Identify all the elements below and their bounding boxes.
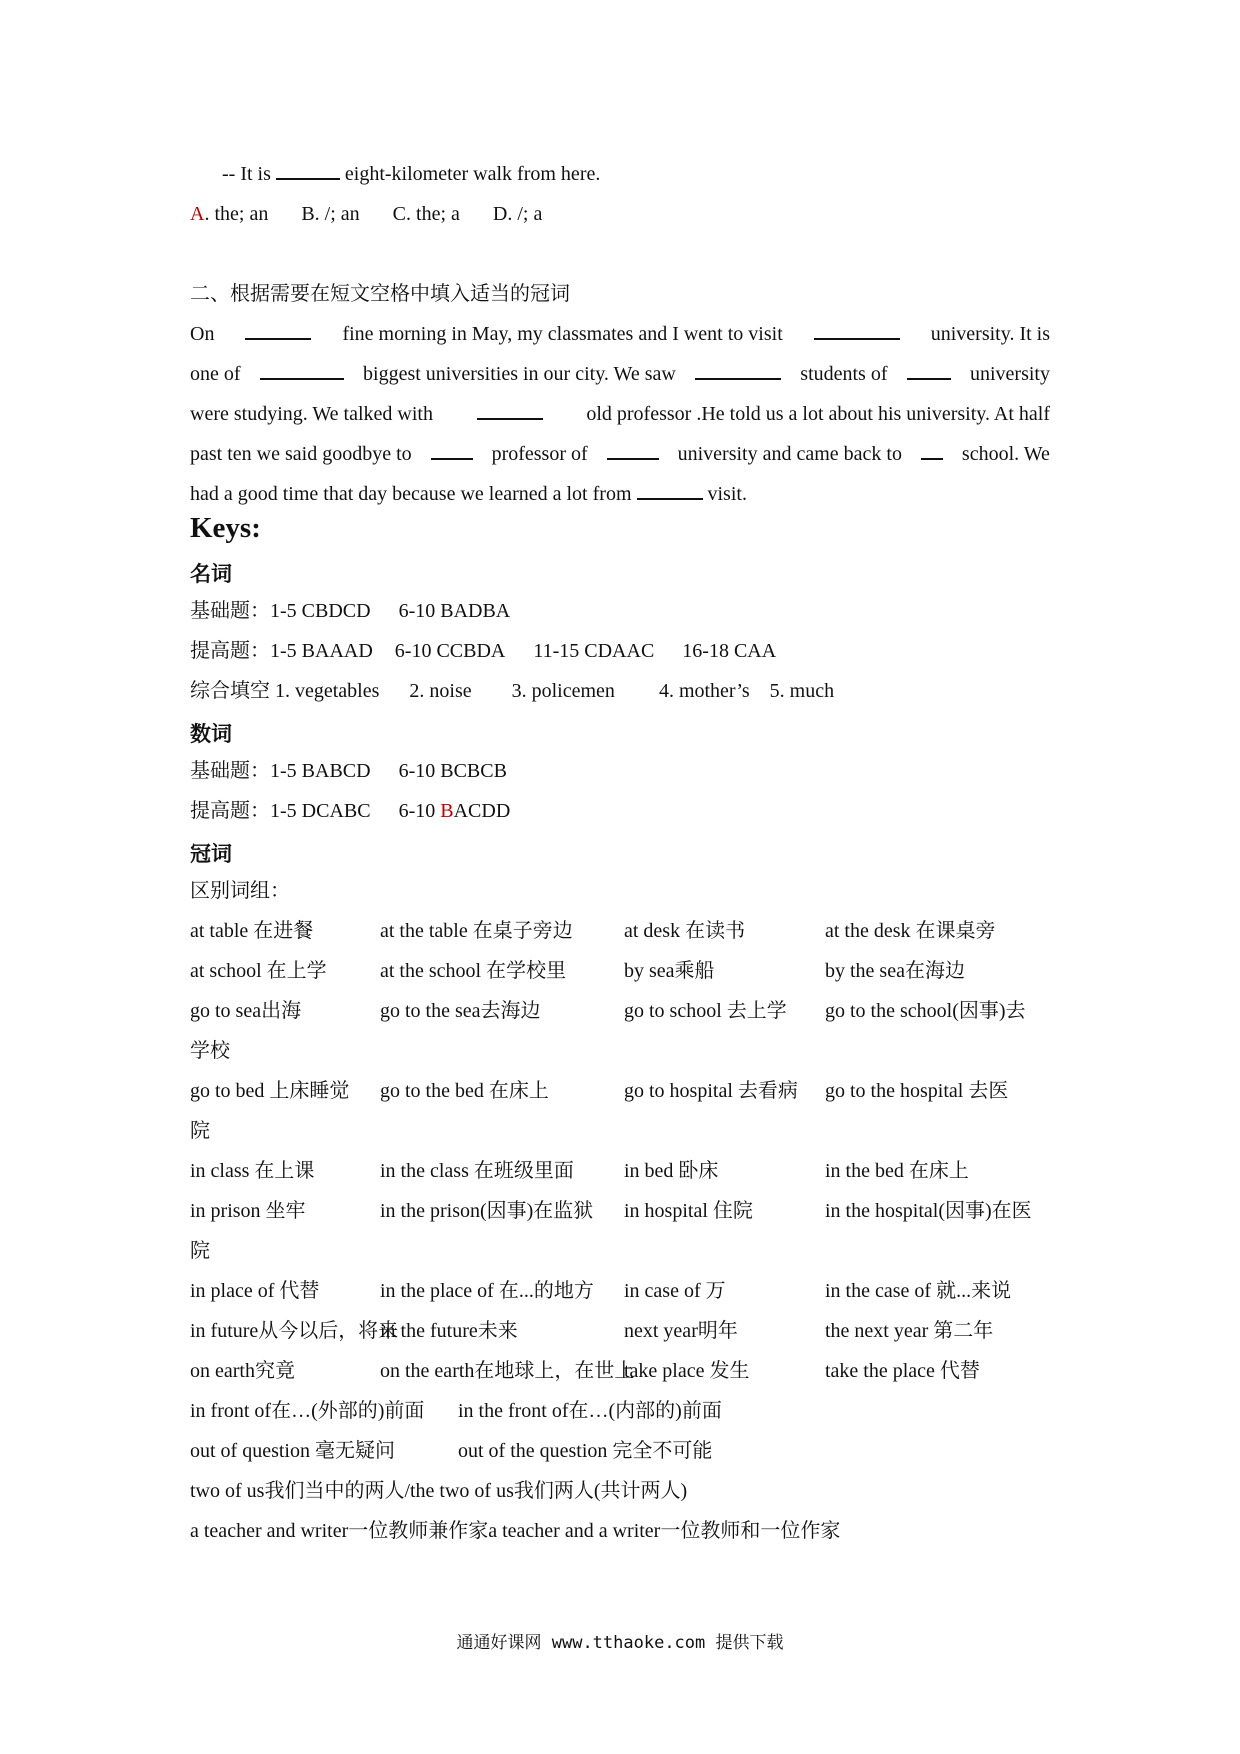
article-phrase: two of us我们当中的两人/the two of us我们两人(共计两人) — [190, 1480, 688, 1502]
article-phrase: 院 — [190, 1120, 210, 1142]
noun-heading: 名词 — [190, 562, 232, 586]
article-phrase: in bed 卧床 — [624, 1160, 719, 1182]
article-phrase: go to bed 上床睡觉 — [190, 1080, 350, 1102]
noun-fill: 综合填空 1. vegetables 2. noise 3. policemen 4. mother’s 5. much — [190, 680, 835, 702]
article-phrase: in the prison(因事)在监狱 — [380, 1200, 594, 1222]
question-options: A. the; an B. /; an C. the; a D. /; a — [190, 203, 543, 225]
article-subheading: 区别词组： — [190, 880, 290, 902]
section2-title: 二、根据需要在短文空格中填入适当的冠词 — [190, 283, 570, 305]
article-phrase: out of question 毫无疑问 — [190, 1440, 395, 1462]
article-phrase: in the front of在…(内部的)前面 — [458, 1400, 722, 1422]
article-phrase: take the place 代替 — [825, 1360, 980, 1382]
article-phrase: in front of在…(外部的)前面 — [190, 1400, 425, 1422]
article-heading: 冠词 — [190, 842, 232, 866]
article-phrase: the next year 第二年 — [825, 1320, 994, 1342]
keys-title: Keys: — [190, 512, 261, 544]
footer: 通通好课网 www.tthaoke.com 提供下载 — [456, 1633, 784, 1653]
noun-advanced: 提高题：1-5 BAAAD 6-10 CCBDA 11-15 CDAAC 16-18 CAA — [190, 640, 777, 662]
article-phrase: in class 在上课 — [190, 1160, 315, 1182]
article-phrase: by sea乘船 — [624, 960, 715, 982]
article-phrase: take place 发生 — [624, 1360, 750, 1382]
article-phrase: go to the sea去海边 — [380, 1000, 541, 1022]
article-phrase: 院 — [190, 1240, 210, 1262]
numeral-heading: 数词 — [190, 722, 232, 746]
article-phrase: out of the question 完全不可能 — [458, 1440, 713, 1462]
passage-line-1: On fine morning in May, my classmates and I went to visit university. It is — [190, 320, 1050, 348]
passage-line-4: past ten we said goodbye to professor of university and came back to school. We — [190, 440, 1050, 468]
numeral-basic: 基础题：1-5 BABCD 6-10 BCBCB — [190, 760, 507, 782]
article-phrase: at the table 在桌子旁边 — [380, 920, 573, 942]
question-stem: -- It is eight-kilometer walk from here. — [222, 160, 600, 188]
numeral-advanced: 提高题：1-5 DCABC 6-10 BACDD — [190, 800, 511, 822]
passage-line-3: were studying. We talked with old professor .He told us a lot about his university. At half — [190, 400, 1050, 428]
passage-line-2: one of biggest universities in our city. We saw students of university — [190, 360, 1050, 388]
article-phrase: at table 在进餐 — [190, 920, 314, 942]
article-phrase: in the bed 在床上 — [825, 1160, 969, 1182]
article-phrase: at school 在上学 — [190, 960, 327, 982]
article-phrase: on earth究竟 — [190, 1360, 295, 1382]
article-phrase: next year明年 — [624, 1320, 738, 1342]
article-phrase: in prison 坐牢 — [190, 1200, 306, 1222]
article-phrase: on the earth在地球上，在世上 — [380, 1360, 635, 1382]
article-phrase: at the desk 在课桌旁 — [825, 920, 996, 942]
article-phrase: 学校 — [190, 1040, 230, 1062]
article-phrase: go to the bed 在床上 — [380, 1080, 549, 1102]
article-phrase: go to hospital 去看病 — [624, 1080, 798, 1102]
article-phrase: in hospital 住院 — [624, 1200, 753, 1222]
noun-basic: 基础题：1-5 CBDCD 6-10 BADBA — [190, 600, 511, 622]
article-phrase: in the future未来 — [380, 1320, 518, 1342]
article-phrase: in the place of 在...的地方 — [380, 1280, 594, 1302]
article-phrase: in the case of 就...来说 — [825, 1280, 1012, 1302]
article-phrase: in the class 在班级里面 — [380, 1160, 574, 1182]
article-phrase: in place of 代替 — [190, 1280, 320, 1302]
article-phrase: a teacher and writer一位教师兼作家a teacher and a writer一位教师和一位作家 — [190, 1520, 841, 1542]
article-phrase: in case of 万 — [624, 1280, 726, 1302]
article-phrase: go to the school(因事)去 — [825, 1000, 1026, 1022]
article-phrase: at desk 在读书 — [624, 920, 746, 942]
article-phrase: go to the hospital 去医 — [825, 1080, 1009, 1102]
passage-line-5: had a good time that day because we learned a lot from visit. — [190, 480, 747, 508]
article-phrase: at the school 在学校里 — [380, 960, 567, 982]
article-phrase: go to school 去上学 — [624, 1000, 787, 1022]
article-phrase: by the sea在海边 — [825, 960, 965, 982]
article-phrase: go to sea出海 — [190, 1000, 302, 1022]
article-phrase: in future从今以后，将来 — [190, 1320, 399, 1342]
article-phrase: in the hospital(因事)在医 — [825, 1200, 1032, 1222]
